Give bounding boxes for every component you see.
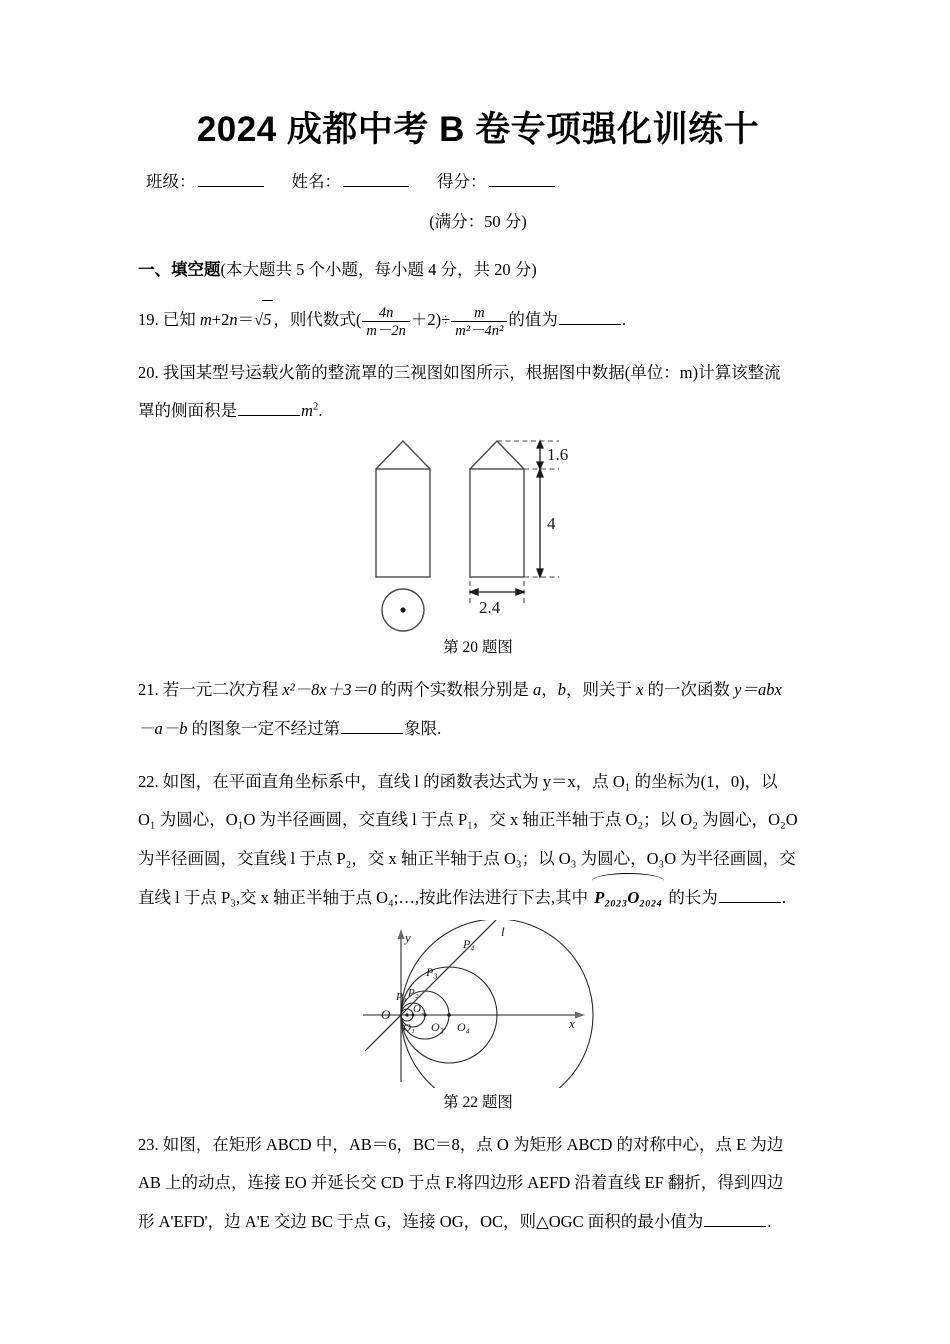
label-o3: O₃ — [431, 1019, 444, 1034]
question-23 — [138, 1126, 818, 1242]
q19-frac2-numerator: m — [474, 304, 485, 321]
q21-text-b: 的两个实数根分别是 — [376, 680, 533, 700]
q19-fraction-1 — [362, 305, 409, 339]
q20-unit: m — [301, 401, 313, 421]
q22-arc-notation — [592, 879, 664, 918]
q19-answer-blank[interactable] — [559, 310, 621, 325]
circle-o5 — [401, 920, 593, 1088]
label-cylinder-height: 4 — [547, 514, 556, 534]
label-diameter: 2.4 — [479, 598, 501, 618]
label-o1: O₁ — [403, 1021, 415, 1034]
label-y-axis: y — [405, 929, 411, 945]
question-20 — [138, 354, 818, 432]
section-one-heading-bold: 一、填空题 — [138, 260, 221, 279]
page-title: 2024 成都中考 B 卷专项强化训练十 — [196, 110, 760, 149]
q21-number: 21. — [138, 680, 159, 700]
section-one-heading — [138, 256, 818, 280]
q22-line-3: 为半径画圆，交直线 l 于点 P₂，交 x 轴正半轴于点 O₃；以 O₃ 为圆心，O₃O 为半径画圆，交 — [138, 849, 796, 869]
q21-line2-tail: 象限. — [404, 718, 442, 738]
q22-line-4b: 的长为 — [664, 887, 718, 907]
dot-o4 — [447, 1013, 451, 1017]
q19-tail: . — [621, 309, 627, 329]
q22-line-4-tail: . — [781, 887, 787, 907]
left-view-cone — [376, 441, 430, 469]
q21-function-cont: －a－b — [138, 718, 188, 738]
figure-20-caption: 第 20 题图 — [443, 639, 513, 657]
q19-frac2-denominator: m²－4n² — [451, 321, 507, 339]
right-view-cone — [470, 441, 524, 469]
class-label: 班级： — [146, 171, 196, 191]
q19-text-2: ，则代数式( — [273, 309, 362, 329]
q21-var-x: x — [636, 680, 644, 700]
q20-unit-sup: 2 — [312, 400, 319, 413]
figure-22-svg — [353, 920, 603, 1088]
q23-number: 23. — [138, 1134, 159, 1154]
q22-number: 22. — [138, 771, 159, 791]
page-content — [138, 0, 818, 1242]
score-label: 得分： — [437, 171, 487, 191]
q23-line-1: 如图，在矩形 ABCD 中，AB＝6，BC＝8，点 O 为矩形 ABCD 的对称中心，点 E 为边 — [162, 1134, 784, 1154]
dot-o1 — [405, 1013, 408, 1016]
label-cone-height: 1.6 — [547, 445, 569, 465]
q20-line-2-pre: 罩的侧面积是 — [138, 401, 237, 421]
label-line-l: l — [501, 923, 505, 939]
question-22 — [138, 763, 818, 918]
q23-answer-blank[interactable] — [704, 1212, 766, 1227]
right-view-body — [470, 469, 524, 577]
q20-answer-blank[interactable] — [238, 401, 300, 416]
y-axis-arrow — [398, 929, 405, 939]
student-info-line — [138, 168, 818, 192]
q23-line-3-tail: . — [767, 1212, 772, 1232]
dimension-guides — [470, 441, 559, 603]
label-o4: O₄ — [457, 1019, 470, 1034]
score-blank[interactable] — [489, 172, 555, 187]
q19-sqrt-value: 5 — [262, 300, 273, 340]
label-x-axis: x — [569, 1015, 575, 1031]
label-p1: P₁ — [396, 990, 407, 1003]
question-21 — [138, 671, 818, 749]
figure-20-svg — [348, 433, 608, 633]
question-19 — [138, 300, 818, 340]
radical-icon: √ — [254, 309, 264, 329]
q22-line-4a: 直线 l 于点 P₃,交 x 轴正半轴于点 O₄;…,按此作法进行下去,其中 — [138, 887, 593, 907]
q22-arc-label: P₂₀₂₃O₂₀₂₄ — [594, 887, 663, 907]
q20-number: 20. — [138, 362, 159, 382]
dimension-arrows — [470, 441, 543, 595]
name-label: 姓名： — [291, 171, 341, 191]
q19-var-m: m — [199, 309, 212, 329]
q21-root-b: b — [557, 680, 566, 700]
coordinate-axes — [363, 929, 581, 1082]
q21-text-a: 若一元二次方程 — [162, 680, 283, 700]
spiral-circles — [401, 920, 593, 1088]
q23-line-2: AB 上的动点，连接 EO 并延长交 CD 于点 F.将四边形 AEFD 沿着直线 EF 翻折，得到四边 — [138, 1173, 784, 1193]
label-o2: O₂ — [413, 1002, 425, 1015]
label-p3: P₃ — [426, 964, 438, 979]
top-view-center-dot — [400, 607, 405, 612]
label-p2: P₂ — [408, 986, 419, 999]
q21-answer-blank[interactable] — [341, 719, 403, 734]
q21-text-c: ，则关于 — [565, 680, 637, 700]
q22-answer-blank[interactable] — [719, 888, 781, 903]
q21-equation: x²－8x＋3＝0 — [282, 680, 377, 700]
name-blank[interactable] — [343, 172, 409, 187]
q22-line-1: 如图，在平面直角坐标系中，直线 l 的函数表达式为 y＝x，点 O₁ 的坐标为(1，0)，以 — [162, 771, 778, 791]
q19-number: 19. — [138, 309, 159, 329]
q19-plus-2-div: ＋2)÷ — [410, 309, 451, 329]
q19-var-n: n — [229, 309, 238, 329]
label-p4: P₄ — [463, 936, 475, 951]
section-one-heading-rest: (本大题共 5 个小题，每小题 4 分，共 20 分) — [220, 259, 537, 279]
q19-frac1-numerator: 4n — [378, 304, 394, 321]
x-axis-arrow — [575, 1011, 585, 1018]
q22-line-2: O₁ 为圆心，O₁O 为半径画圆，交直线 l 于点 P₁，交 x 轴正半轴于点 O₂；以 O₂ 为圆心，O₂O — [138, 810, 798, 830]
q19-text-1: 已知 — [162, 309, 200, 329]
figure-22-caption: 第 22 题图 — [443, 1093, 513, 1111]
q21-function: y＝abx — [734, 680, 782, 700]
class-blank[interactable] — [198, 172, 264, 187]
arc-overbar-icon — [592, 873, 664, 881]
q21-root-a: a — [532, 680, 542, 700]
q21-line2-text: 的图象一定不经过第 — [187, 718, 341, 738]
q20-line-2-tail: . — [318, 401, 323, 421]
q21-comma: ， — [541, 680, 558, 700]
q23-line-3a: 形 A'EFD'，边 A'E 交边 BC 于点 G，连接 OG，OC，则△OGC 面积的最小值为 — [138, 1212, 704, 1232]
left-view-body — [376, 469, 430, 577]
q19-fraction-2 — [451, 305, 507, 339]
figure-20 — [138, 433, 818, 657]
q19-frac1-denominator: m－2n — [362, 321, 409, 339]
q20-line-1: 我国某型号运载火箭的整流罩的三视图如图所示，根据图中数据(单位：m)计算该整流 — [162, 362, 781, 382]
q19-plus2: +2 — [211, 309, 230, 329]
figure-22 — [138, 920, 818, 1112]
q19-text-3: 的值为 — [508, 309, 558, 329]
q19-equals: ＝ — [237, 309, 255, 329]
q21-text-d: 的一次函数 — [643, 680, 735, 700]
label-origin: O — [381, 1006, 391, 1022]
total-score: (满分：50 分) — [429, 211, 527, 231]
